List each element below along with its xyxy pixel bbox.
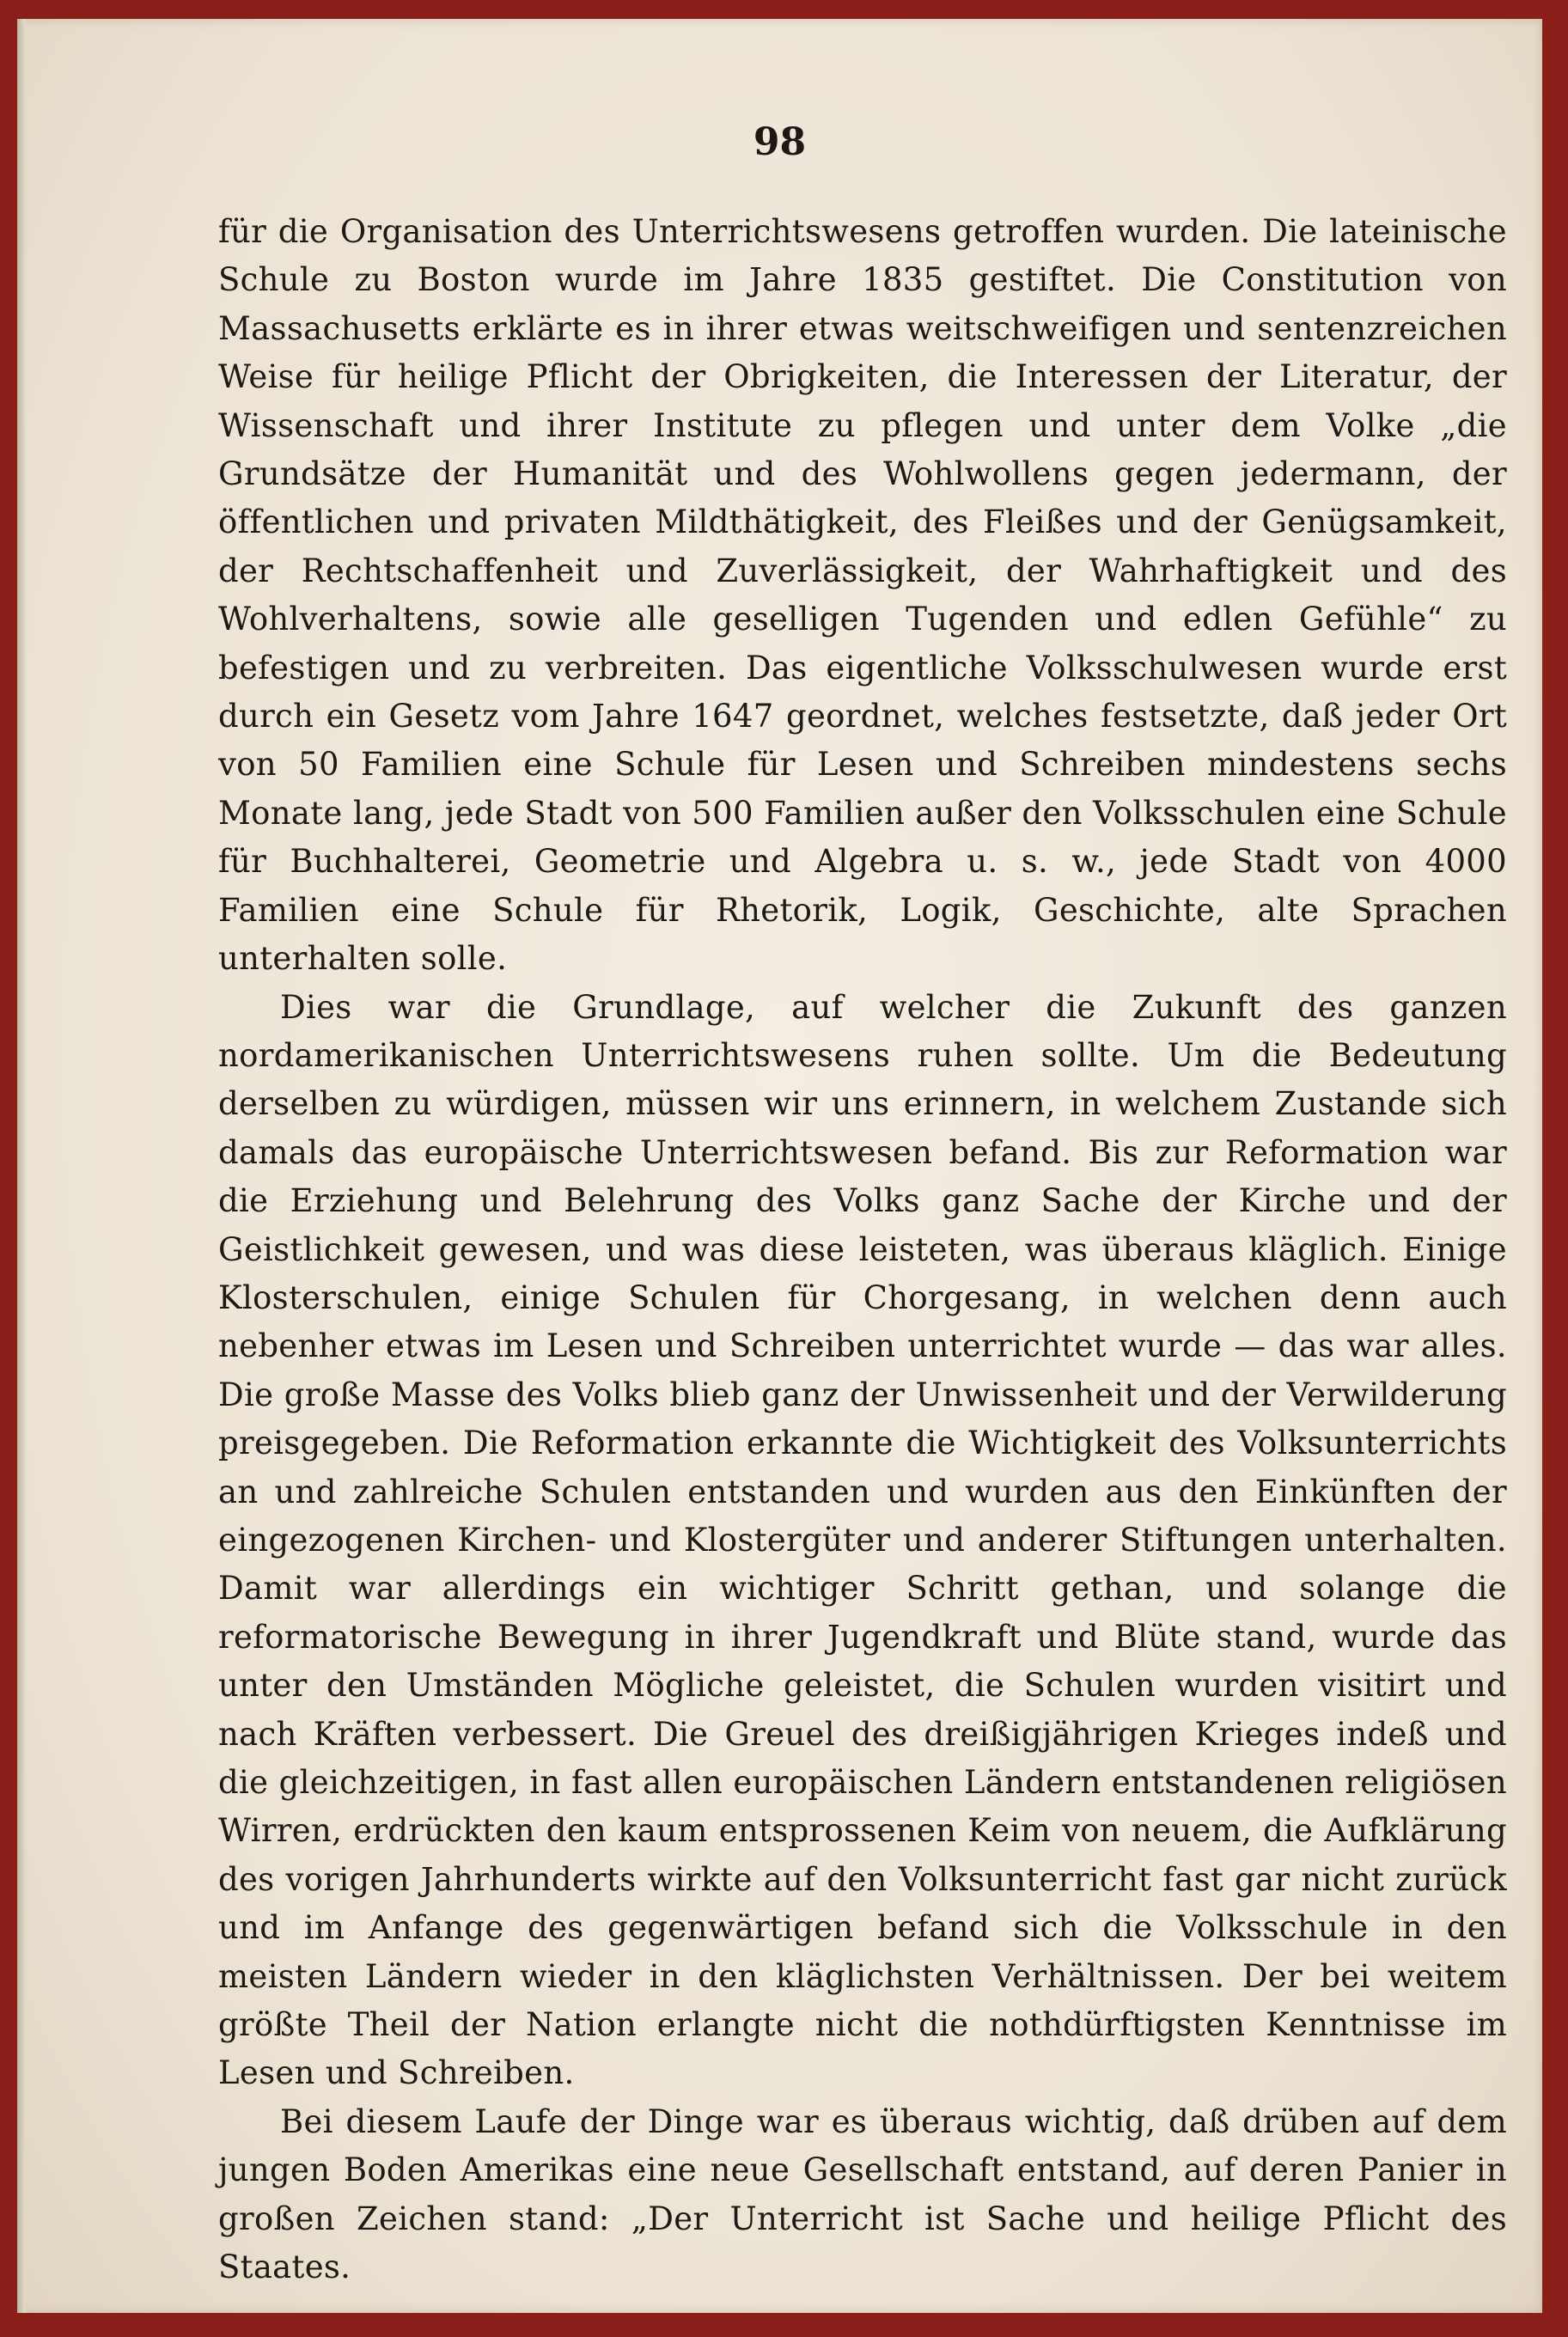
paragraph-1: für die Organisation des Unterrichtswesens getroffen wurden. Die lateinische Schule zu Boston wurde im Jahre 1835 gestiftet. Die Constitution von Massachusetts erklärte es in ihrer etwas weitschweifigen und sentenzreichen Weise für heilige Pflicht der Obrigkeiten, die Interessen der Literatur, der Wissenschaft und ihrer Institute zu pflegen und unter dem Volke „die Grundsätze der Humanität und des Wohlwollens gegen jedermann, der öffentlichen und privaten Mildthätigkeit, des Fleißes und der Genügsamkeit, der Rechtschaffenheit und Zuverlässigkeit, der Wahrhaftigkeit und des Wohlverhaltens, sowie alle geselligen Tugenden und edlen Gefühle“ zu befestigen und zu verbreiten. Das eigentliche Volksschulwesen wurde erst durch ein Gesetz vom Jahre 1647 geordnet, welches festsetzte, daß jeder Ort von 50 Familien eine Schule für Lesen und Schreiben mindestens sechs Monate lang, jede Stadt von 500 Familien außer den Volksschulen eine Schule für Buchhalterei, Geometrie und Algebra u. s. w., jede Stadt von 4000 Familien eine Schule für Rhetorik, Logik, Geschichte, alte Sprachen unterhalten solle. [218,213,1507,978]
paragraph-2: Dies war die Grundlage, auf welcher die Zukunft des ganzen nordamerikanischen Unterrichtswesens ruhen sollte. Um die Bedeutung derselben zu würdigen, müssen wir uns erinnern, in welchem Zustande sich damals das europäische Unterrichtswesen befand. Bis zur Reformation war die Erziehung und Belehrung des Volks ganz Sache der Kirche und der Geistlichkeit gewesen, und was diese leisteten, was überaus kläglich. Einige Klosterschulen, einige Schulen für Chorgesang, in welchen denn auch nebenher etwas im Lesen und Schreiben unterrichtet wurde — das war alles. Die große Masse des Volks blieb ganz der Unwissenheit und der Verwilderung preisgegeben. Die Reformation erkannte die Wichtigkeit des Volksunterrichts an und zahlreiche Schulen entstanden und wurden aus den Einkünften der eingezogenen Kirchen- und Klostergüter und anderer Stiftungen unterhalten. Damit war allerdings ein wichtiger Schritt gethan, und solange die reformatorische Bewegung in ihrer Jugendkraft und Blüte stand, wurde das unter den Umständen Mögliche geleistet, die Schulen wurden visitirt und nach Kräften verbessert. Die Greuel des dreißigjährigen Krieges indeß und die gleichzeitigen, in fast allen europäischen Ländern entstandenen religiösen Wirren, erdrückten den kaum entsprossenen Keim von neuem, die Aufklärung des vorigen Jahrhunderts wirkte auf den Volksunterricht fast gar nicht zurück und im Anfange des gegenwärtigen befand sich die Volksschule in den meisten Ländern wieder in den kläglichsten Verhältnissen. Der bei weitem größte Theil der Nation erlangte nicht die nothdürftigsten Kenntnisse im Lesen und Schreiben. [218,988,1507,2092]
body-text [218,208,1507,2291]
page-number: 98 [753,120,807,164]
page-gutter [17,19,26,2313]
paragraph-3: Bei diesem Laufe der Dinge war es überaus wichtig, daß drüben auf dem jungen Boden Amerikas eine neue Gesellschaft entstand, auf deren Panier in großen Zeichen stand: „Der Unterricht ist Sache und heilige Pflicht des Staates. [218,2102,1507,2286]
book-page [17,19,1542,2313]
